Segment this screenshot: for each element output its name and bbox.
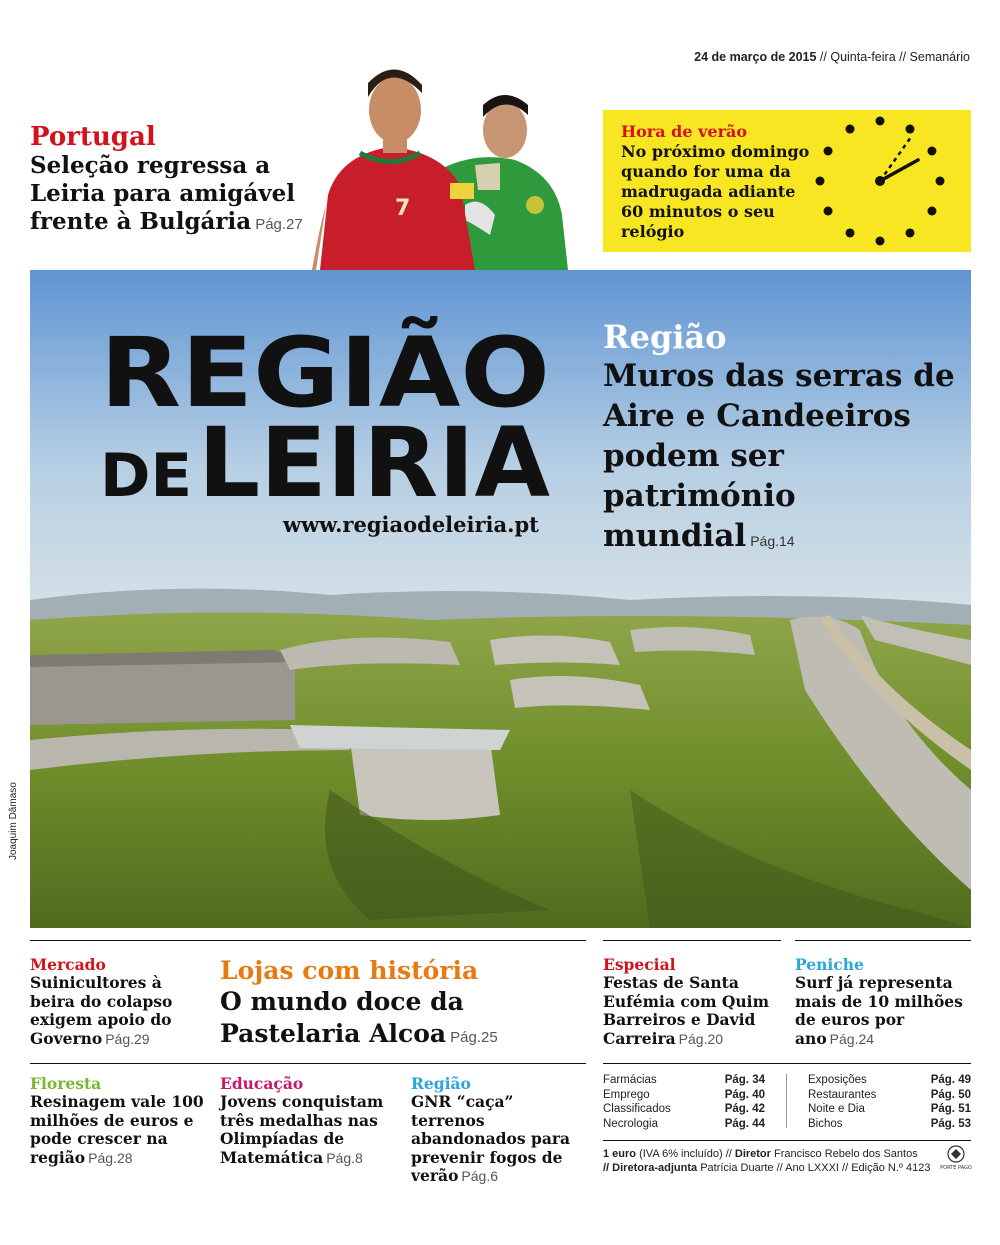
summer-time-text: [621, 122, 811, 242]
index-label: Farmácias: [603, 1074, 657, 1086]
masthead-line2-big: LEIRIA: [198, 407, 550, 519]
index-row[interactable]: [603, 1073, 765, 1088]
index-page: Pág. 53: [930, 1117, 971, 1130]
photo-credit: Joaquim Dâmaso: [8, 782, 19, 860]
index-page: Pág. 50: [930, 1088, 971, 1101]
teaser-headline-wrap: [795, 974, 971, 1048]
stamp-text: PORTE PAGO: [940, 1165, 972, 1171]
clock-icon: [801, 110, 961, 252]
clock-hour-dot: [846, 125, 855, 134]
issue-weekday: // Quinta-feira // Semanário: [819, 50, 970, 64]
teaser-lojas[interactable]: [220, 955, 580, 1054]
index-row[interactable]: [603, 1102, 765, 1117]
porte-pago-stamp-icon: [942, 1144, 970, 1178]
clock-hour-dot: [927, 147, 936, 156]
index-row[interactable]: [808, 1073, 971, 1088]
masthead-line1: REGIÃO: [100, 317, 510, 429]
index-row[interactable]: [808, 1088, 971, 1103]
divider-rule: [795, 940, 971, 941]
clock-hour-dot: [906, 228, 915, 237]
index-left: [603, 1073, 765, 1131]
teaser-headline-wrap: [411, 1093, 587, 1186]
teaser-kicker: Educação: [220, 1074, 304, 1093]
site-url[interactable]: www.regiaodeleiria.pt: [283, 512, 539, 537]
teaser-page: Pág.6: [461, 1168, 499, 1184]
index-page: Pág. 42: [724, 1103, 765, 1115]
teaser-kicker: Lojas com história: [220, 956, 479, 985]
index-page: Pág. 40: [724, 1088, 765, 1101]
price: 1 euro: [603, 1148, 637, 1160]
index-label: Necrologia: [603, 1117, 658, 1130]
index-page: Pág. 44: [724, 1117, 765, 1130]
lead-page: Pág.14: [750, 533, 795, 549]
teaser-page: Pág.28: [88, 1149, 133, 1166]
teaser-kicker: Mercado: [30, 955, 106, 974]
summer-time-kicker: Hora de verão: [621, 122, 748, 141]
teaser-headline: Resinagem vale 100 milhões de euros e pode crescer na região: [30, 1092, 204, 1167]
teaser-kicker: Região: [411, 1074, 471, 1093]
teaser-page: Pág.20: [678, 1030, 724, 1047]
teaser-kicker: Peniche: [795, 955, 864, 974]
clock-hour-dot: [816, 177, 825, 186]
index-right: [808, 1073, 971, 1131]
teaser-mercado[interactable]: [30, 955, 210, 1048]
portugal-headline: Seleção regressa a Leiria para amigável frente à Bulgária: [30, 152, 296, 235]
teaser-floresta[interactable]: [30, 1074, 210, 1167]
lead-headline-wrap: [603, 356, 963, 561]
index-label: Noite e Dia: [808, 1103, 865, 1115]
teaser-peniche[interactable]: [795, 955, 971, 1048]
index-label: Classificados: [603, 1103, 671, 1115]
deputy-name: Patrícia Duarte // Ano LXXXI // Edição N.º 4123: [700, 1161, 931, 1174]
index-page: Pág. 49: [930, 1074, 971, 1086]
teaser-headline-wrap: [603, 974, 775, 1048]
clock-hour-dot: [876, 117, 885, 126]
teaser-page: Pág.24: [829, 1030, 875, 1047]
index-row[interactable]: [603, 1117, 765, 1132]
index-label: Restaurantes: [808, 1088, 877, 1101]
divider-rule: [603, 1140, 971, 1141]
index-page: Pág. 34: [724, 1074, 765, 1086]
index-page: Pág. 51: [930, 1103, 971, 1115]
clock-hour-dot: [824, 207, 833, 216]
teaser-headline: Surf já representa mais de 10 milhões de euros por ano: [795, 973, 963, 1048]
teaser-headline: Festas de Santa Eufémia com Quim Barreiros e David Carreira: [603, 973, 769, 1048]
price-note: (IVA 6% incluído) //: [639, 1148, 732, 1160]
lead-kicker: Região: [603, 318, 727, 356]
portugal-headline-wrap: [30, 152, 320, 239]
teaser-educacao[interactable]: [220, 1074, 400, 1167]
teaser-headline: O mundo doce da Pastelaria Alcoa: [220, 987, 464, 1048]
masthead-line2-small: DE: [100, 441, 192, 511]
teaser-especial[interactable]: [603, 955, 775, 1048]
clock-hour-dot: [927, 207, 936, 216]
index-divider: [786, 1074, 787, 1128]
issue-date: 24 de março de 2015: [694, 50, 817, 64]
teaser-kicker: Floresta: [30, 1074, 102, 1093]
divider-rule: [603, 1063, 971, 1064]
index-label: Exposições: [808, 1074, 867, 1086]
portugal-page: Pág.27: [255, 216, 303, 233]
jersey-number: 7: [395, 196, 411, 221]
imprint: [603, 1148, 943, 1175]
director-label: Diretor: [734, 1148, 771, 1160]
teaser-page: Pág.8: [326, 1149, 363, 1166]
summer-time-box[interactable]: [603, 110, 971, 252]
index-row[interactable]: [808, 1117, 971, 1132]
summer-time-body: No próximo domingo quando for uma da madrugada adiante 60 minutos o seu relógio: [621, 142, 810, 241]
clock-hour-dot: [824, 147, 833, 156]
divider-rule: [30, 940, 586, 941]
deputy-label: // Diretora-adjunta: [603, 1161, 698, 1174]
teaser-headline: Jovens conquistam três medalhas nas Olimpíadas de Matemática: [220, 1092, 384, 1167]
teaser-headline-wrap: [220, 986, 580, 1054]
teaser-headline: GNR “caça” terrenos abandonados para prevenir fogos de verão: [411, 1092, 571, 1185]
teaser-regiao[interactable]: [411, 1074, 587, 1186]
teaser-headline-wrap: [30, 974, 210, 1048]
index-row[interactable]: [808, 1102, 971, 1117]
teaser-headline: Suinicultores à beira do colapso exigem apoio do Governo: [30, 973, 173, 1048]
portugal-kicker: Portugal: [30, 122, 156, 152]
index-label: Emprego: [603, 1088, 650, 1101]
divider-rule: [30, 1063, 586, 1064]
teaser-page: Pág.29: [105, 1030, 150, 1047]
teaser-headline-wrap: [30, 1093, 210, 1167]
masthead-logo[interactable]: [100, 317, 560, 519]
players-photo: [300, 55, 590, 270]
index-label: Bichos: [808, 1117, 843, 1130]
index-row[interactable]: [603, 1088, 765, 1103]
lead-headline: Muros das serras de Aire e Candeeiros podem ser património mundial: [603, 358, 955, 554]
teaser-kicker: Especial: [603, 955, 676, 974]
portugal-teaser[interactable]: [30, 122, 320, 239]
clock-hour-dot: [876, 237, 885, 246]
lead-story[interactable]: [603, 318, 963, 561]
dateline: [694, 50, 970, 64]
teaser-headline-wrap: [220, 1093, 400, 1167]
clock-hour-dot: [846, 228, 855, 237]
clock-hour-dot: [906, 125, 915, 134]
director-name: Francisco Rebelo dos Santos: [774, 1148, 918, 1160]
teaser-page: Pág.25: [450, 1029, 498, 1046]
divider-rule: [603, 940, 781, 941]
clock-hour-dot: [936, 177, 945, 186]
